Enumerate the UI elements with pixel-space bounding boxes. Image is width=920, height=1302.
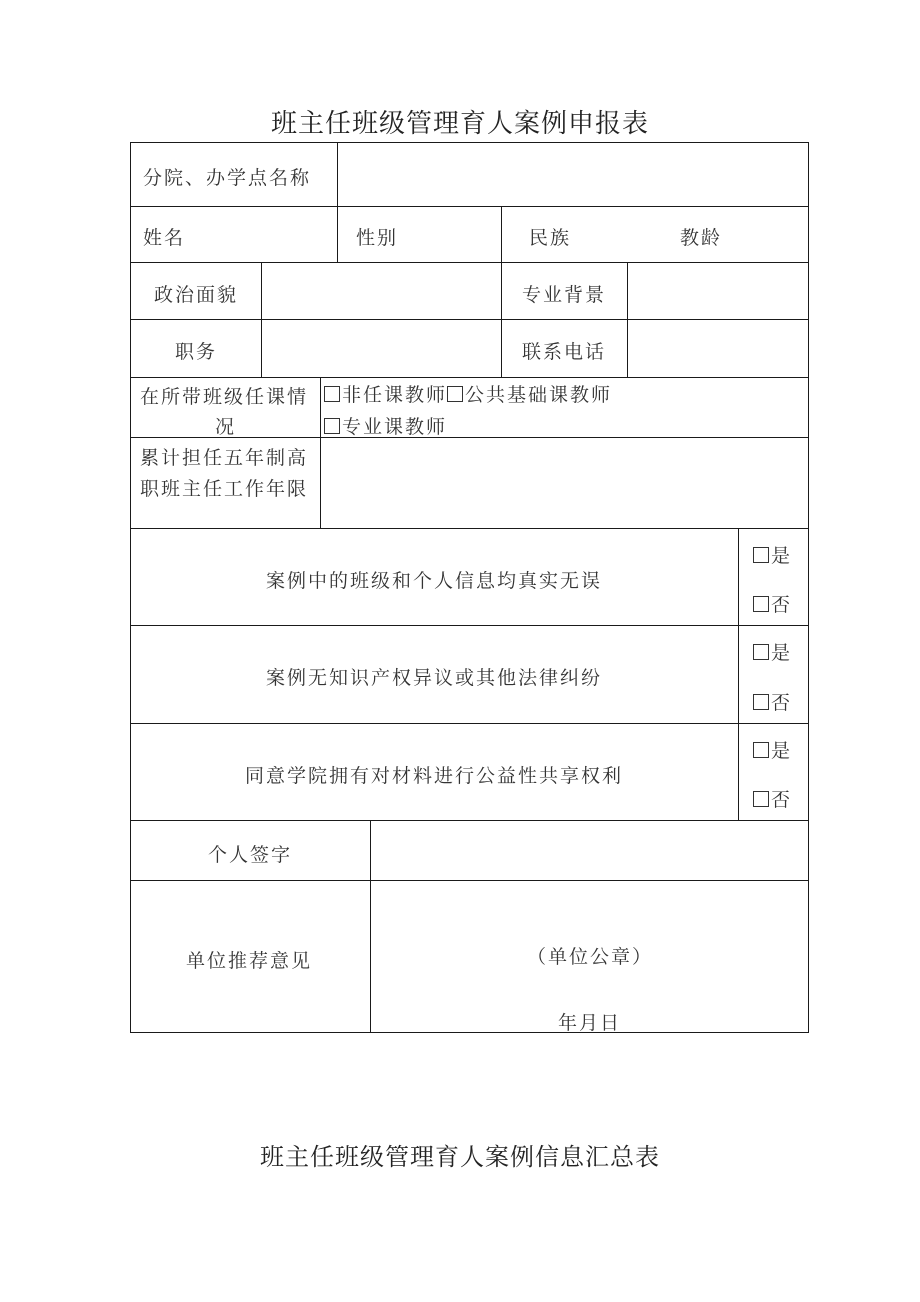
no-label: 否 xyxy=(771,594,793,616)
declaration-share-rights: 同意学院拥有对材料进行公益性共享权利 xyxy=(244,765,623,787)
date-text: 年月日 xyxy=(558,1012,622,1034)
col-divider xyxy=(738,528,739,821)
decl3-yes-option[interactable] xyxy=(753,736,792,763)
teaching-status-label-line2: 况 xyxy=(215,416,237,438)
years-field[interactable] xyxy=(322,439,807,527)
decl3-no-option[interactable] xyxy=(753,785,792,812)
row-divider xyxy=(130,319,809,320)
public-basic-checkbox[interactable] xyxy=(447,386,463,402)
major-label: 专业背景 xyxy=(522,284,607,306)
teaching-options-line1 xyxy=(324,380,612,407)
row-divider xyxy=(130,880,809,881)
application-form-table xyxy=(130,142,809,1033)
teaching-options-line2 xyxy=(324,412,447,439)
decl2-yes-checkbox[interactable] xyxy=(753,644,769,660)
yes-label: 是 xyxy=(771,545,793,567)
name-label: 姓名 xyxy=(143,227,186,249)
gender-label: 性别 xyxy=(356,227,399,249)
row-divider xyxy=(130,262,809,263)
col-divider xyxy=(320,377,321,529)
decl1-no-checkbox[interactable] xyxy=(753,596,769,612)
ethnicity-label: 民族 xyxy=(529,227,572,249)
signature-field[interactable] xyxy=(372,822,807,879)
form-title: 班主任班级管理育人案例申报表 xyxy=(270,109,649,139)
signature-label: 个人签字 xyxy=(208,844,293,866)
teaching-years-label: 教龄 xyxy=(680,227,723,249)
declaration-no-dispute: 案例无知识产权异议或其他法律纠纷 xyxy=(265,667,602,689)
table-border-right xyxy=(808,142,809,1033)
decl2-no-checkbox[interactable] xyxy=(753,694,769,710)
decl1-yes-checkbox[interactable] xyxy=(753,547,769,563)
phone-field[interactable] xyxy=(629,321,807,376)
non-teaching-checkbox[interactable] xyxy=(324,386,340,402)
decl1-no-option[interactable] xyxy=(753,590,792,617)
phone-label: 联系电话 xyxy=(522,341,607,363)
public-basic-label: 公共基础课教师 xyxy=(465,384,613,406)
branch-label: 分院、办学点名称 xyxy=(143,167,312,189)
col-divider xyxy=(337,142,338,263)
decl3-no-checkbox[interactable] xyxy=(753,791,769,807)
no-label: 否 xyxy=(771,692,793,714)
col-divider xyxy=(261,262,262,378)
decl2-no-option[interactable] xyxy=(753,688,792,715)
teaching-status-label-line1: 在所带班级任课情 xyxy=(140,386,309,408)
professional-checkbox[interactable] xyxy=(324,418,340,434)
yes-label: 是 xyxy=(771,740,793,762)
row-divider xyxy=(130,206,809,207)
recommend-label: 单位推荐意见 xyxy=(186,950,313,972)
col-divider xyxy=(627,262,628,378)
political-label: 政治面貌 xyxy=(154,284,239,306)
row-divider xyxy=(130,528,809,529)
col-divider xyxy=(370,820,371,1033)
professional-label: 专业课教师 xyxy=(342,416,448,438)
years-label-line1: 累计担任五年制高 xyxy=(140,447,309,469)
position-label: 职务 xyxy=(175,341,218,363)
declaration-info-true: 案例中的班级和个人信息均真实无误 xyxy=(265,570,602,592)
decl2-yes-option[interactable] xyxy=(753,638,792,665)
row-divider xyxy=(130,625,809,626)
no-label: 否 xyxy=(771,789,793,811)
summary-title: 班主任班级管理育人案例信息汇总表 xyxy=(260,1143,660,1171)
decl1-yes-option[interactable] xyxy=(753,541,792,568)
table-border-top xyxy=(130,142,809,143)
table-border-bottom xyxy=(130,1032,809,1033)
years-label-line2: 职班主任工作年限 xyxy=(140,478,309,500)
yes-label: 是 xyxy=(771,642,793,664)
seal-text: （单位公章） xyxy=(527,946,654,968)
non-teaching-label: 非任课教师 xyxy=(342,384,448,406)
row-divider xyxy=(130,377,809,378)
row-divider xyxy=(130,820,809,821)
decl3-yes-checkbox[interactable] xyxy=(753,742,769,758)
row-divider xyxy=(130,723,809,724)
major-field[interactable] xyxy=(629,264,807,318)
branch-field[interactable] xyxy=(339,144,807,205)
